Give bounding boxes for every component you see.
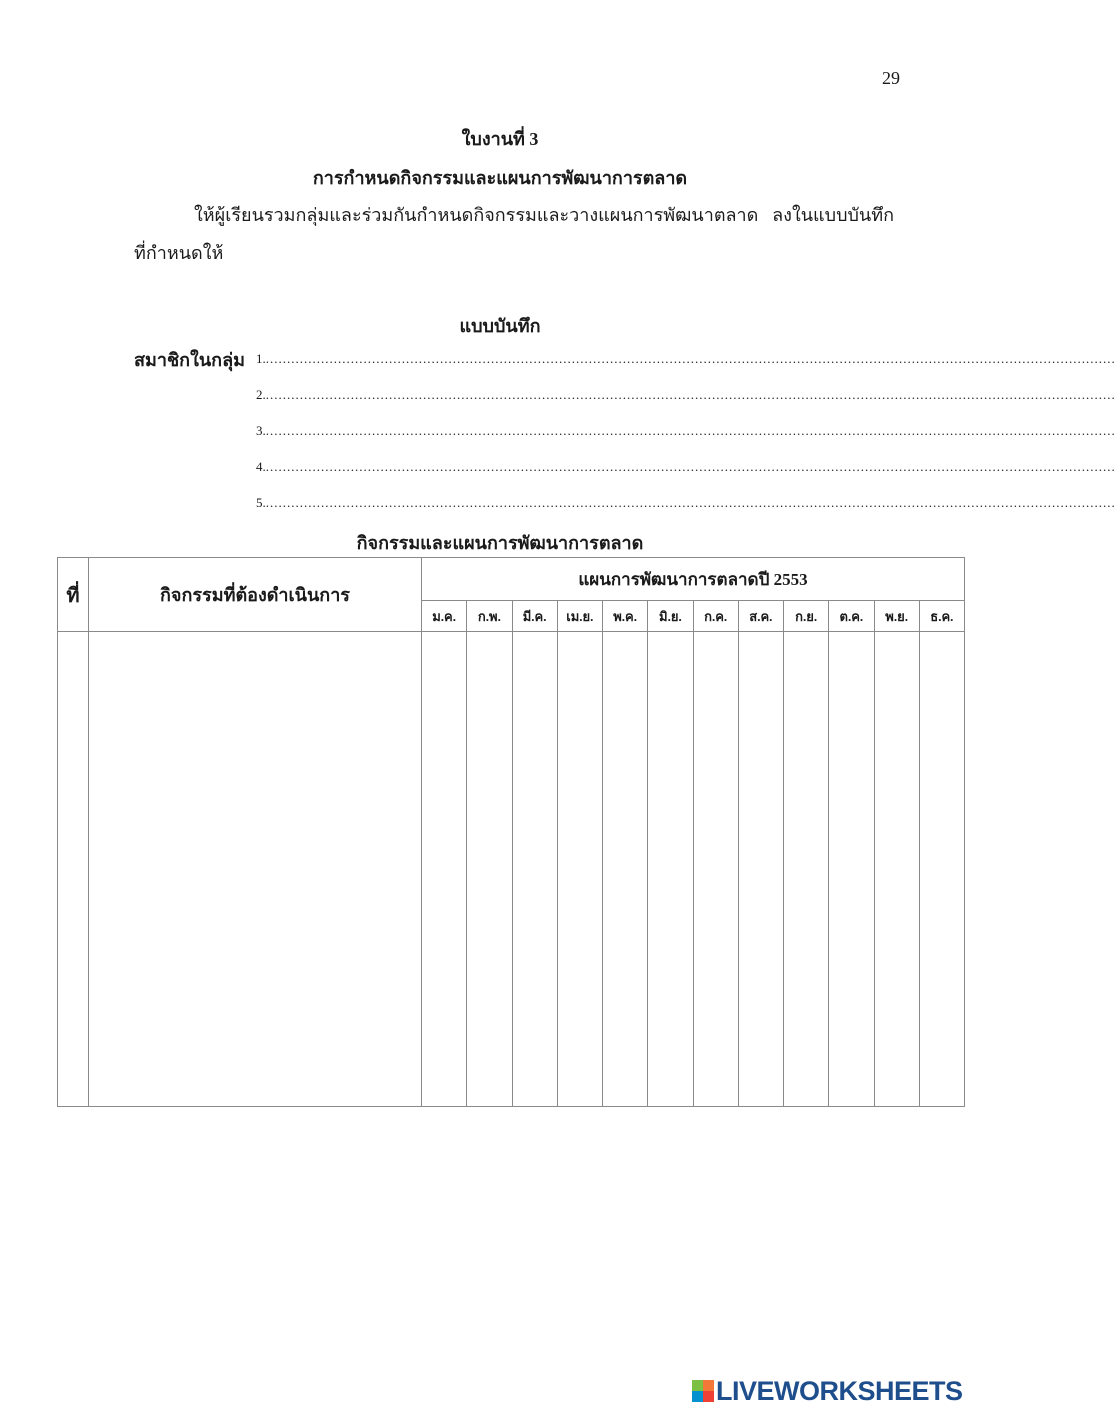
member-line-3[interactable]	[256, 423, 1116, 441]
month-header: พ.ค.	[603, 601, 648, 632]
month-cell[interactable]	[557, 632, 602, 1107]
month-cell[interactable]	[693, 632, 738, 1107]
logo-square	[703, 1380, 714, 1391]
logo-square	[692, 1391, 703, 1402]
worksheet-subtitle: การกำหนดกิจกรรมและแผนการพัฒนาการตลาด	[312, 168, 688, 188]
month-cell[interactable]	[829, 632, 874, 1107]
member-line-number: 4.	[256, 459, 266, 474]
month-cell[interactable]	[784, 632, 829, 1107]
member-line-2[interactable]	[256, 387, 1116, 405]
member-line-1[interactable]	[256, 351, 1116, 369]
column-header-no: ที่	[58, 558, 89, 632]
liveworksheets-logo-icon	[692, 1380, 714, 1402]
month-header: เม.ย.	[557, 601, 602, 632]
logo-square	[692, 1380, 703, 1391]
column-header-activity: กิจกรรมที่ต้องดำเนินการ	[89, 558, 422, 632]
member-line-5[interactable]	[256, 495, 1116, 513]
instructions-text: ให้ผู้เรียนรวมกลุ่มและร่วมกันกำหนดกิจกรรมและวางแผนการพัฒนาตลาด ลงในแบบบันทึกที่กำหนดให้	[134, 205, 894, 263]
dotted-fill: ........................................................................................................................................................................................................	[265, 351, 1116, 366]
brand-name: LIVEWORKSHEETS	[716, 1375, 963, 1406]
month-header: ส.ค.	[738, 601, 783, 632]
month-header: มิ.ย.	[648, 601, 693, 632]
record-title: แบบบันทึก	[459, 316, 541, 336]
member-line-4[interactable]	[256, 459, 1116, 477]
month-cell[interactable]	[512, 632, 557, 1107]
table-title: กิจกรรมและแผนการพัฒนาการตลาด	[356, 533, 644, 553]
worksheet-title: ใบงานที่ 3	[461, 129, 539, 149]
page-number: 29	[882, 68, 900, 88]
month-header: มี.ค.	[512, 601, 557, 632]
member-line-number: 5.	[256, 495, 266, 510]
month-header: ก.ย.	[784, 601, 829, 632]
table-row	[58, 632, 965, 1107]
members-label: สมาชิกในกลุ่ม	[134, 350, 245, 370]
month-cell[interactable]	[422, 632, 467, 1107]
month-header: ต.ค.	[829, 601, 874, 632]
month-cell[interactable]	[738, 632, 783, 1107]
activity-plan-table	[57, 557, 965, 1107]
month-header: ธ.ค.	[919, 601, 964, 632]
dotted-fill: ........................................................................................................................................................................................................	[265, 495, 1116, 510]
column-header-plan: แผนการพัฒนาการตลาดปี 2553	[422, 558, 965, 601]
member-line-number: 3.	[256, 423, 266, 438]
member-line-number: 2.	[256, 387, 266, 402]
logo-square	[703, 1391, 714, 1402]
dotted-fill: ........................................................................................................................................................................................................	[265, 387, 1116, 402]
month-cell[interactable]	[467, 632, 512, 1107]
no-cell[interactable]	[58, 632, 89, 1107]
month-header: ก.พ.	[467, 601, 512, 632]
dotted-fill: ........................................................................................................................................................................................................	[265, 423, 1116, 438]
dotted-fill: ........................................................................................................................................................................................................	[265, 459, 1116, 474]
liveworksheets-brand[interactable]	[692, 1374, 992, 1408]
member-line-number: 1.	[256, 351, 266, 366]
month-cell[interactable]	[874, 632, 919, 1107]
month-cell[interactable]	[648, 632, 693, 1107]
month-header: ก.ค.	[693, 601, 738, 632]
month-cell[interactable]	[603, 632, 648, 1107]
month-cell[interactable]	[919, 632, 964, 1107]
month-header: พ.ย.	[874, 601, 919, 632]
activity-cell[interactable]	[89, 632, 422, 1107]
month-header: ม.ค.	[422, 601, 467, 632]
